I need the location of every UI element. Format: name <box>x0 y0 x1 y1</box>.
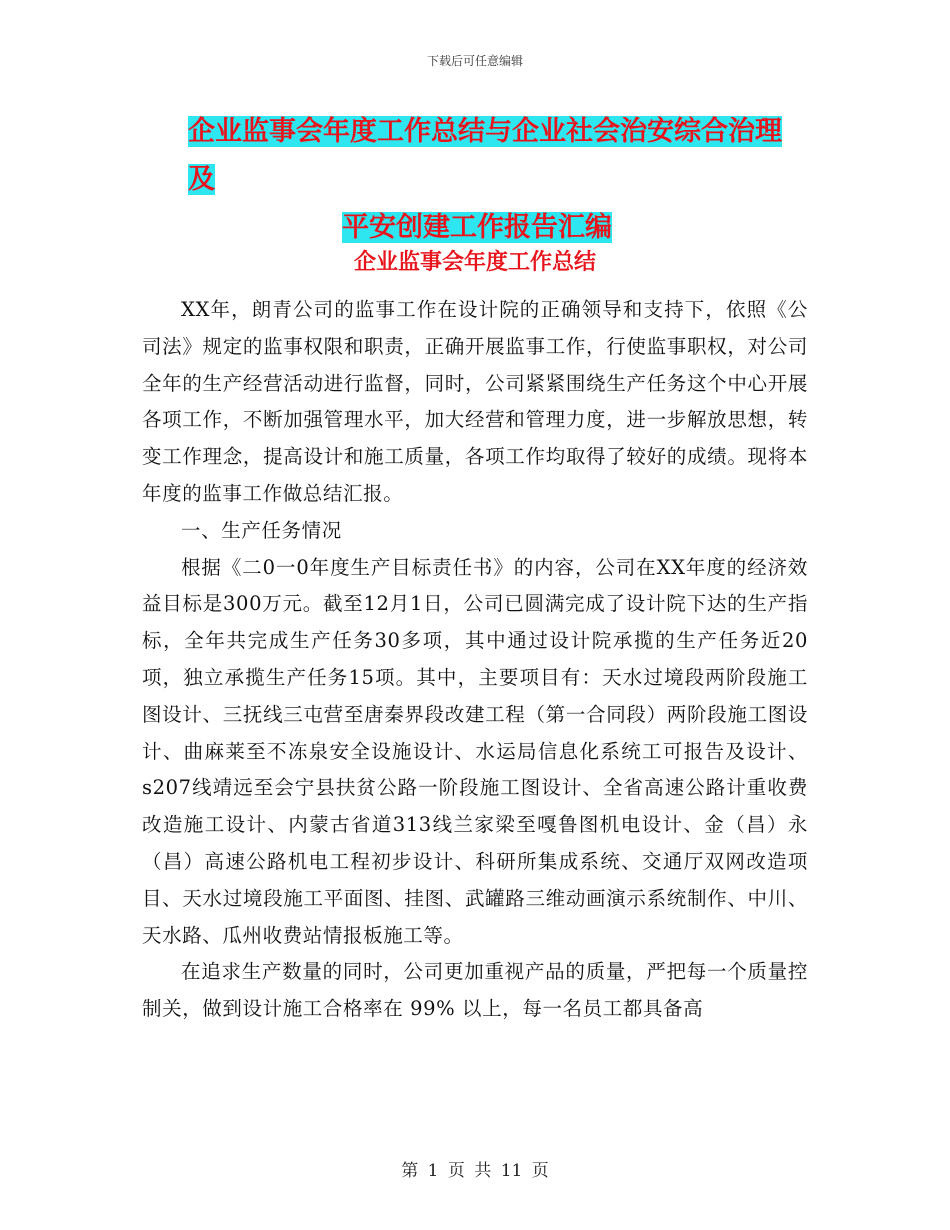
page-number: 第 1 页 共 11 页 <box>401 1161 549 1181</box>
paragraph-production: 根据《二0一0年度生产目标责任书》的内容，公司在XX年度的经济效益目标是300万元。截至12月1日，公司已圆满完成了设计院下达的生产指标，全年共完成生产任务30多项，其中通过设计院承揽的生产任务近20项，独立承揽生产任务15项。其中，主要项目有：天水过境段两阶段施工图设计、三抚线三屯营至唐秦界段改建工程（第一合同段）两阶段施工图设计、曲麻莱至不冻泉安全设施设计、水运局信息化系统工可报告及设计、s207线靖远至会宁县扶贫公路一阶段施工图设计、全省高速公路计重收费改造施工设计、内蒙古省道313线兰家梁至嘎鲁图机电设计、金（昌）永（昌）高速公路机电工程初步设计、科研所集成系统、交通厅双网改造项目、天水过境段施工平面图、挂图、武罐路三维动画演示系统制作、中川、天水路、瓜州收费站情报板施工等。 <box>142 555 808 947</box>
paragraph-quality: 在追求生产数量的同时，公司更加重视产品的质量，严把每一个质量控制关，做到设计施工合格率在 99% 以上，每一名员工都具备高 <box>142 960 808 1021</box>
title-line-1: 企业监事会年度工作总结与企业社会治安综合治理及 <box>188 116 782 195</box>
document-title <box>188 108 808 252</box>
paragraph-intro: XX年，朗青公司的监事工作在设计院的正确领导和支持下，依照《公司法》规定的监事权限和职责，正确开展监事工作，行使监事职权，对公司全年的生产经营活动进行监督，同时，公司紧紧围绕生产任务这个中心开展各项工作，不断加强管理水平，加大经营和管理力度，进一步解放思想，转变工作理念，提高设计和施工质量，各项工作均取得了较好的成绩。现将本年度的监事工作做总结汇报。 <box>142 298 808 505</box>
document-body <box>142 292 808 1028</box>
section-title: 企业监事会年度工作总结 <box>353 250 596 275</box>
title-line-2: 平安创建工作报告汇编 <box>342 212 612 243</box>
subheading-production: 一、生产任务情况 <box>181 518 342 542</box>
header-note: 下载后可任意编辑 <box>426 54 523 68</box>
